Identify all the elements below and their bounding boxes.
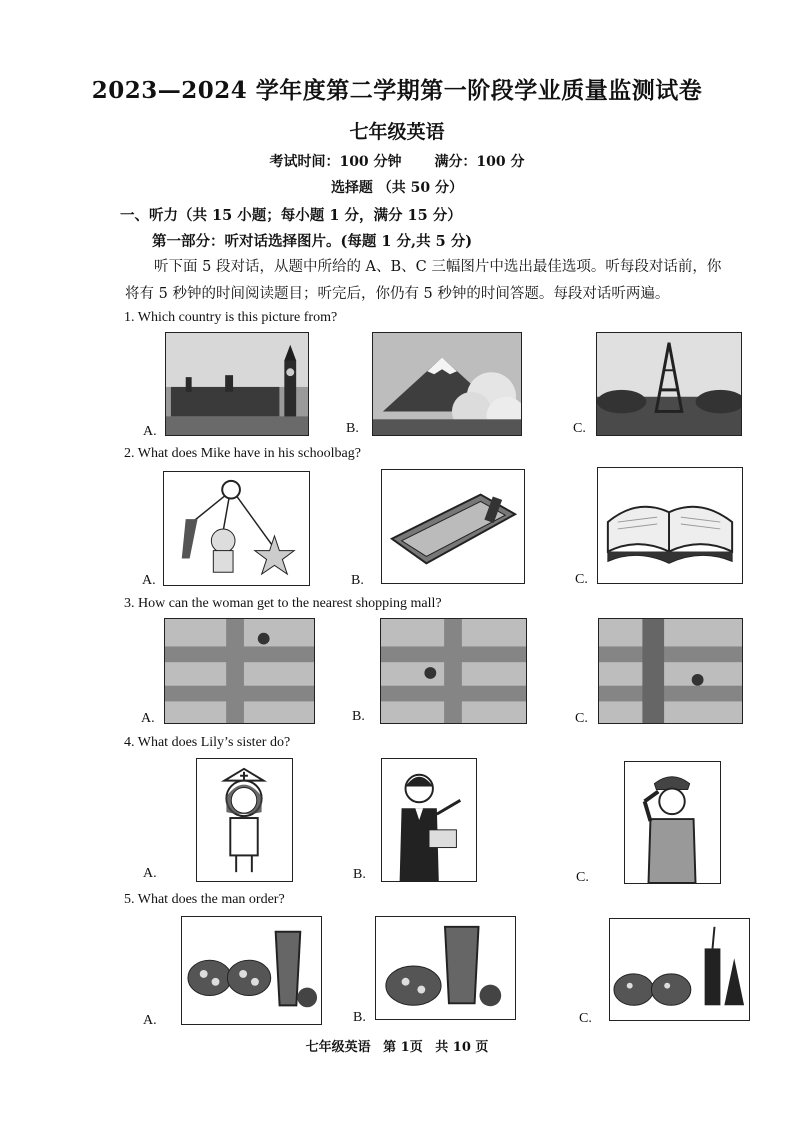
footer-subject: 七年级英语: [305, 1040, 371, 1055]
instructions: 听下面 5 段对话，从题中所给的 A、B、C 三幅图片中选出最佳选项。听每段对话前，你将有 5 秒钟的时间阅读题目；听完后，你仍有 5 秒钟的时间答题。每段对话听两遍。: [125, 259, 722, 302]
exam-time: 考试时间：100 分钟: [269, 154, 402, 170]
crossroad-map-c-picture[interactable]: [598, 618, 743, 724]
crossroad-map-a-picture[interactable]: [164, 618, 315, 724]
keychain-picture[interactable]: [163, 471, 310, 586]
exam-meta: [0, 151, 794, 171]
crossroad-map-b-picture[interactable]: [380, 618, 527, 724]
pizzas-and-cola-picture[interactable]: [609, 918, 750, 1021]
option-label: A.: [143, 424, 157, 439]
nurse-picture[interactable]: [196, 758, 293, 882]
option-label: A.: [142, 573, 156, 588]
question-5: 5. What does the man order?: [124, 892, 285, 907]
footer-total-pages: 共 10 页: [435, 1040, 489, 1055]
option-label: B.: [346, 421, 359, 436]
pizza-and-juice-picture[interactable]: [375, 916, 516, 1020]
option-label: C.: [573, 421, 586, 436]
option-label: A.: [143, 1013, 157, 1028]
option-label: B.: [352, 709, 365, 724]
part-one-title: 第一部分：听对话选择图片。(每题 1 分,共 5 分): [152, 233, 473, 250]
police-officer-picture[interactable]: [624, 761, 721, 884]
option-label: C.: [575, 711, 588, 726]
option-label: B.: [351, 573, 364, 588]
page-title: 2023—2024 学年度第二学期第一阶段学业质量监测试卷: [91, 77, 703, 104]
choice-section-heading: 选择题 （共 50 分）: [330, 180, 464, 196]
subject-title: 七年级英语: [349, 121, 445, 143]
option-label: B.: [353, 867, 366, 882]
question-3: 3. How can the woman get to the nearest shopping mall?: [124, 596, 442, 611]
option-label: C.: [575, 572, 588, 587]
footer-page-number: 第 1页: [383, 1040, 423, 1055]
question-1: 1. Which country is this picture from?: [124, 310, 338, 325]
option-label: A.: [143, 866, 157, 881]
businesswoman-picture[interactable]: [381, 758, 477, 882]
big-ben-parliament-picture[interactable]: [165, 332, 309, 436]
option-label: C.: [576, 870, 589, 885]
option-label: B.: [353, 1010, 366, 1025]
pizzas-and-juice-picture[interactable]: [181, 916, 322, 1025]
section-one-title: 一、听力（共 15 小题；每小题 1 分，满分 15 分）: [120, 207, 462, 224]
question-2: 2. What does Mike have in his schoolbag?: [124, 446, 361, 461]
option-label: C.: [579, 1011, 592, 1026]
open-book-picture[interactable]: [597, 467, 743, 584]
option-label: A.: [141, 711, 155, 726]
page-footer: [0, 1036, 794, 1055]
eiffel-tower-picture[interactable]: [596, 332, 742, 436]
mount-fuji-picture[interactable]: [372, 332, 522, 436]
question-4: 4. What does Lily’s sister do?: [124, 735, 291, 750]
full-score: 满分：100 分: [434, 154, 525, 170]
pencil-case-picture[interactable]: [381, 469, 525, 584]
